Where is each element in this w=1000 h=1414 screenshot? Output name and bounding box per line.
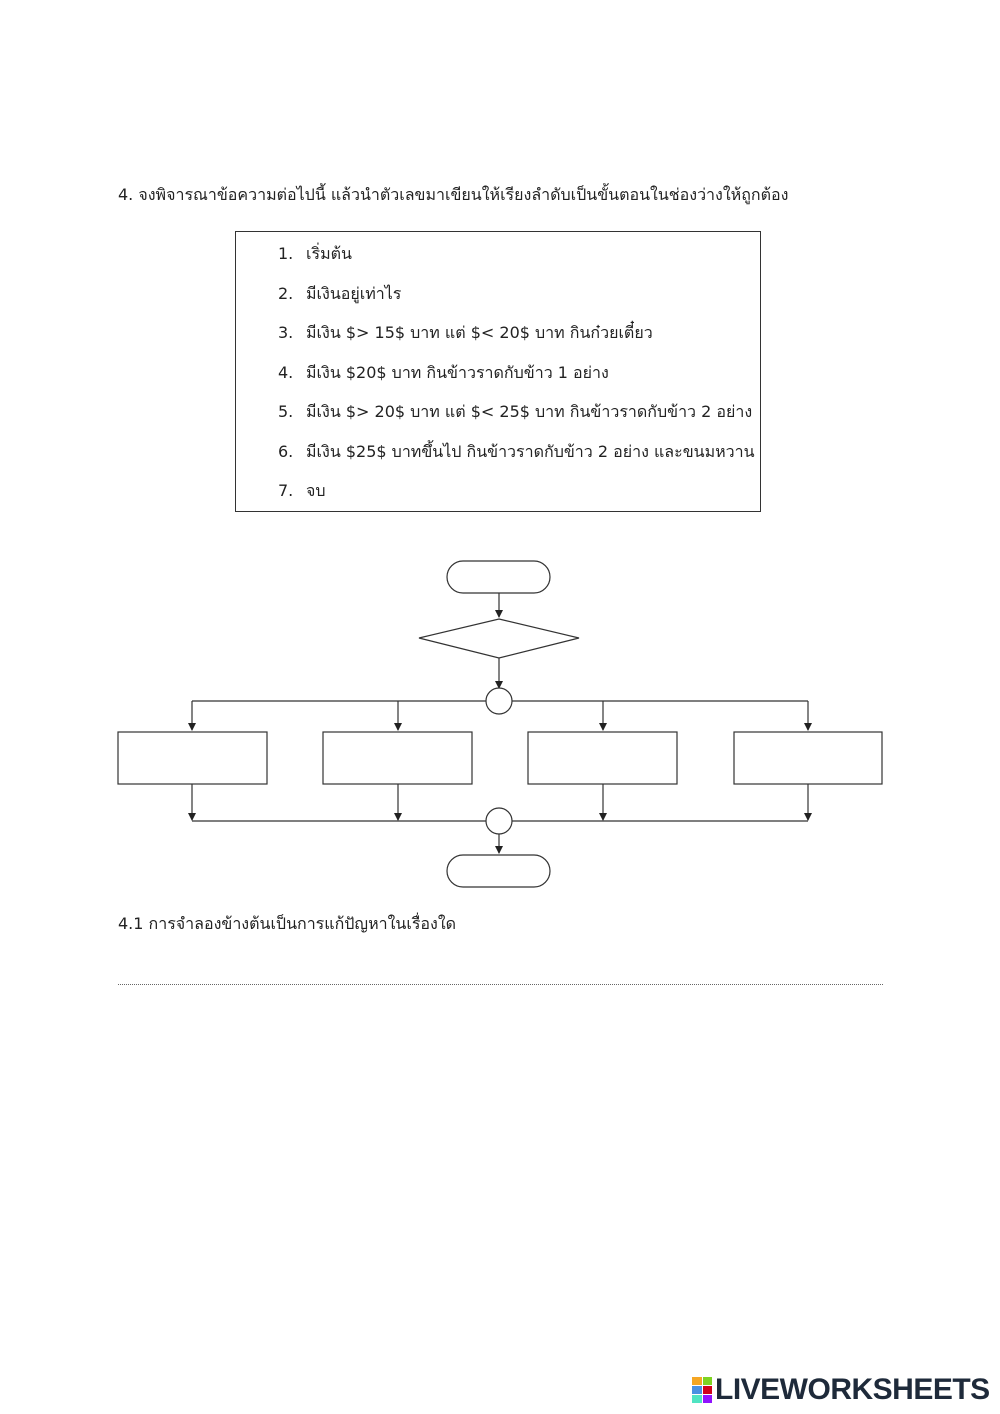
start-terminator-blank[interactable] [447,561,550,593]
step-text: มีเงินอยู่เท่าไร [306,284,402,303]
process-box-blank-3[interactable] [528,732,677,784]
end-terminator-blank[interactable] [447,855,550,887]
process-box-blank-2[interactable] [323,732,472,784]
decision-diamond-blank[interactable] [419,619,579,658]
step-item: 7. จบ [278,481,326,500]
sub-question-text: 4.1 การจำลองข้างต้นเป็นการแก้ปัญหาในเรื่องใด [118,914,457,933]
step-item: 2. มีเงินอยู่เท่าไร [278,284,402,303]
step-item: 4. มีเงิน $20$ บาท กินข้าวราดกับข้าว 1 อย่าง [278,363,609,382]
step-text: เริ่มต้น [306,244,352,263]
connector-top [486,688,512,714]
step-text: มีเงิน $> 20$ บาท แต่ $< 25$ บาท กินข้าวราดกับข้าว 2 อย่าง [306,402,753,421]
logo-icon [692,1377,712,1403]
step-text: มีเงิน $25$ บาทขึ้นไป กินข้าวราดกับข้าว 2 อย่าง และขนมหวาน [306,442,755,461]
process-box-blank-4[interactable] [734,732,882,784]
step-item: 5. มีเงิน $> 20$ บาท แต่ $< 25$ บาท กินข้าวราดกับข้าว 2 อย่าง [278,402,753,421]
step-item: 3. มีเงิน $> 15$ บาท แต่ $< 20$ บาท กินก๋วยเตี๋ยว [278,323,653,342]
step-text: จบ [306,481,326,500]
step-text: มีเงิน $20$ บาท กินข้าวราดกับข้าว 1 อย่าง [306,363,609,382]
answer-line[interactable] [118,984,883,985]
step-item: 6. มีเงิน $25$ บาทขึ้นไป กินข้าวราดกับข้าว 2 อย่าง และขนมหวาน [278,442,755,461]
question-text: 4. จงพิจารณาข้อความต่อไปนี้ แล้วนำตัวเลขมาเขียนให้เรียงลำดับเป็นขั้นตอนในช่องว่างให้ถูกต้อง [118,185,789,204]
step-item: 1. เริ่มต้น [278,244,352,263]
step-text: มีเงิน $> 15$ บาท แต่ $< 20$ บาท กินก๋วยเตี๋ยว [306,323,653,342]
logo-text: LIVEWORKSHEETS [715,1373,990,1406]
connector-bottom [486,808,512,834]
liveworksheets-logo [692,1372,990,1408]
process-box-blank-1[interactable] [118,732,267,784]
